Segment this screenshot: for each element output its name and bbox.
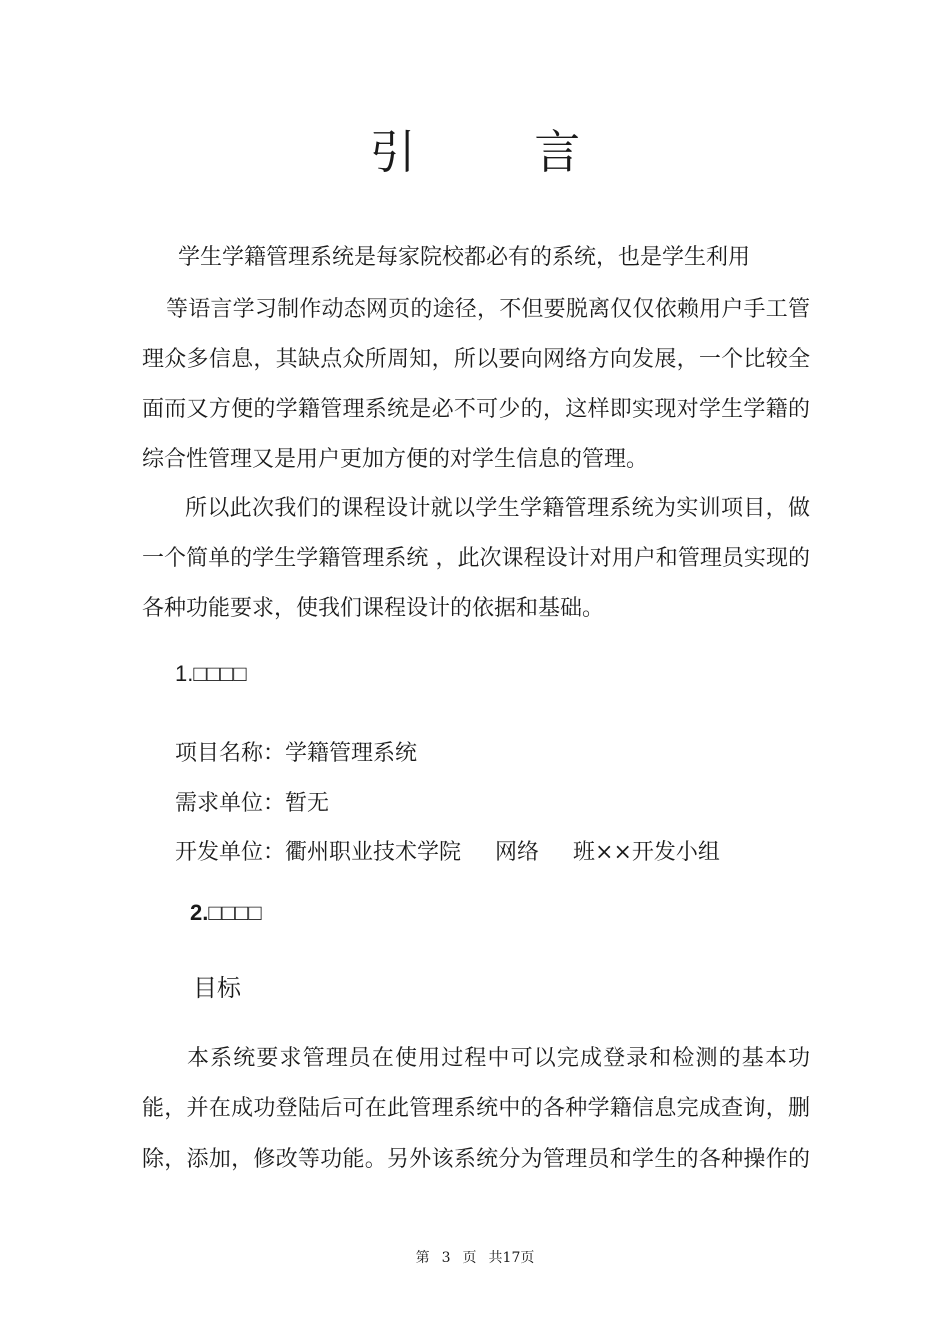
developer-mid: 网络 (495, 840, 540, 865)
project-name: 项目名称：学籍管理系统 (175, 741, 418, 766)
intro-line-1: 学生学籍管理系统是每家院校都必有的系统，也是学生利用 (178, 245, 751, 270)
requester-unit: 需求单位：暂无 (175, 791, 330, 816)
section-2-subheading: 目标 (193, 974, 241, 1002)
intro-line-4: 面而又方便的学籍管理系统是必不可少的，这样即实现对学生学籍的 (142, 397, 810, 422)
intro-line-5: 综合性管理又是用户更加方便的对学生信息的管理。 (142, 447, 649, 472)
page-footer (0, 1247, 950, 1267)
goal-line-2: 能，并在成功登陆后可在此管理系统中的各种学籍信息完成查询，删 (142, 1096, 810, 1121)
page-title: 引 言 (369, 125, 633, 179)
developer-unit (175, 835, 720, 866)
footer-total: 共17页 (488, 1250, 535, 1266)
intro-line-8: 各种功能要求，使我们课程设计的依据和基础。 (142, 596, 605, 621)
intro-line-2: 等语言学习制作动态网页的途径，不但要脱离仅仅依赖用户手工管 (166, 297, 810, 322)
developer-suffix: 班××开发小组 (573, 840, 720, 865)
footer-prefix: 第 (415, 1250, 430, 1266)
footer-page-unit: 页 (462, 1250, 477, 1266)
intro-line-6: 所以此次我们的课程设计就以学生学籍管理系统为实训项目，做 (185, 496, 810, 521)
developer-prefix: 开发单位：衢州职业技术学院 (175, 840, 462, 865)
goal-line-3: 除，添加，修改等功能。另外该系统分为管理员和学生的各种操作的 (142, 1147, 810, 1172)
section-2-heading: 2.□□□□ (190, 900, 262, 925)
section-1-heading: 1.□□□□ (175, 661, 247, 686)
intro-line-7: 一个简单的学生学籍管理系统 ，此次课程设计对用户和管理员实现的 (142, 546, 810, 571)
footer-page-number: 3 (441, 1250, 451, 1266)
goal-line-1: 本系统要求管理员在使用过程中可以完成登录和检测的基本功 (187, 1046, 810, 1071)
intro-line-3: 理众多信息，其缺点众所周知，所以要向网络方向发展，一个比较全 (142, 347, 810, 372)
